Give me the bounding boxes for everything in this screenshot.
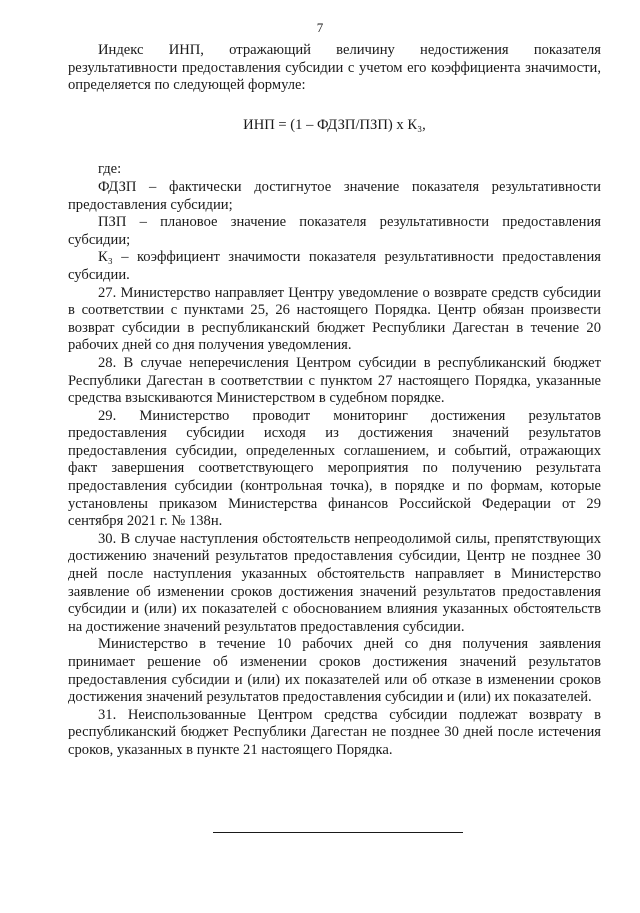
paragraph-31: 31. Неиспользованные Центром средства субсидии подлежат возврату в республиканский бюджет Республики Дагестан не позднее 30 дней после истечения сроков, указанных в пункте 21 настоящего Порядка. — [68, 706, 601, 758]
paragraph-29: 29. Министерство проводит мониторинг достижения результатов предоставления субсидии исходя из достижения значений результатов предоставления субсидии, определенных соглашением, и событий, отражающих факт завершения соответствующего мероприятия по получению результата предоставления субсидии (контрольная точка), в порядке и по формам, которые установлены приказом Министерства финансов Российской Федерации от 29 сентября 2021 г. № 138н. — [68, 407, 601, 530]
closing-divider — [213, 832, 463, 833]
definition-pzp: ПЗП – плановое значение показателя результативности предоставления субсидии; — [68, 214, 601, 248]
where-label: где: — [98, 161, 122, 178]
definition-fdzp: ФДЗП – фактически достигнутое значение показателя результативности предоставления субсидии; — [68, 178, 601, 213]
paragraph-30-continued: Министерство в течение 10 рабочих дней со дня получения заявления принимает решение об изменении сроков достижения значений результатов предоставления субсидии и (или) их показателей или об отказе в изменении сроков достижения значений результатов предоставления субсидии и (или) их показателей. — [68, 636, 601, 706]
document-body — [68, 42, 601, 760]
page-number: 7 — [316, 20, 324, 35]
definition-k3: К₃ – коэффициент значимости показателя результативности предоставления субсидии. — [68, 249, 601, 283]
formula: ИНП = (1 – ФДЗП/ПЗП) х К₃, — [243, 116, 426, 133]
paragraph-30: 30. В случае наступления обстоятельств непреодолимой силы, препятствующих достижению значений результатов предоставления субсидии, Центр не позднее 30 дней после наступления указанных обстоятельств направляет в Министерство заявление об изменении сроков достижения значений результатов предоставления субсидии и (или) их показателей с обоснованием влияния указанных обстоятельств на достижение значений результатов предоставления субсидии. — [68, 530, 601, 635]
paragraph-27: 27. Министерство направляет Центру уведомление о возврате средств субсидии в соответствии с пунктами 25, 26 настоящего Порядка. Центр обязан произвести возврат субсидии в республиканский бюджет Республики Дагестан в течение 20 рабочих дней со дня получения уведомления. — [68, 284, 601, 354]
intro-paragraph: Индекс ИНП, отражающий величину недостижения показателя результативности предоставления субсидии с учетом его коэффициента значимости, определяется по следующей формуле: — [68, 42, 601, 94]
paragraph-28: 28. В случае неперечисления Центром субсидии в республиканский бюджет Республики Дагестан в соответствии с пунктом 27 настоящего Порядка, указанные средства взыскиваются Министерством в судебном порядке. — [68, 354, 601, 407]
